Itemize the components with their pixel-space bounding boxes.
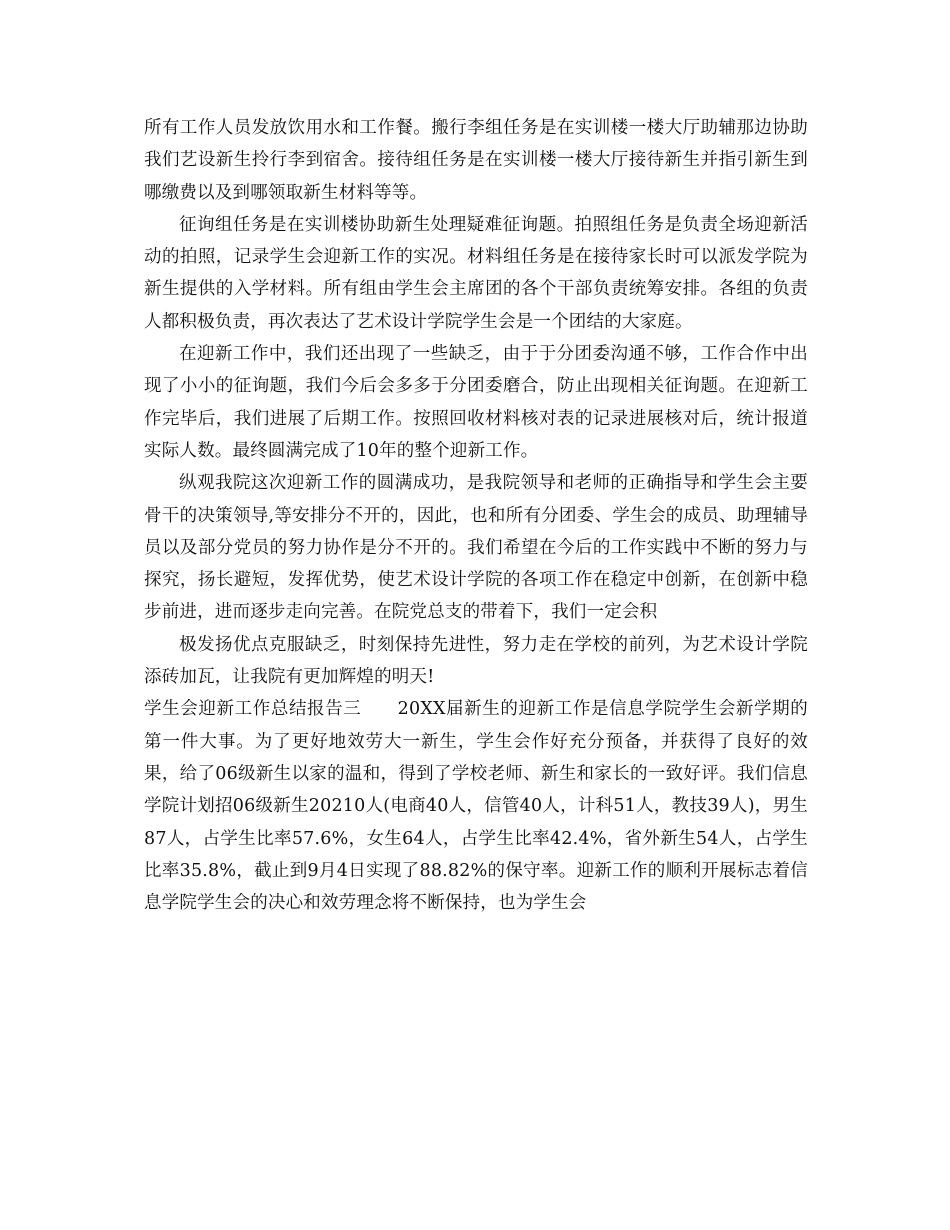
paragraph-6: 学生会迎新工作总结报告三 20XX届新生的迎新工作是信息学院学生会新学期的第一件大事。为了更好地效劳大一新生，学生会作好充分预备，并获得了良好的效果，给了06级新生以家的温和，得到了学校老师、新生和家长的一致好评。我们信息学院计划招06级新生20210人(电商40人，信管40人，计科51人，教技39人)，男生87人，占学生比率57.6%，女生64人，占学生比率42.4%，省外新生54人，占学生比率35.8%，截止到9月4日实现了88.82%的保守率。迎新工作的顺利开展标志着信息学院学生会的决心和效劳理念将不断保持，也为学生会 (144, 699, 808, 914)
paragraph-4: 纵观我院这次迎新工作的圆满成功，是我院领导和老师的正确指导和学生会主要骨干的决策领导,等安排分不开的，因此，也和所有分团委、学生会的成员、助理辅导员以及部分党员的努力协作是分不开的。我们希望在今后的工作实践中不断的努力与探究，扬长避短，发挥优势，使艺术设计学院的各项工作在稳定中创新，在创新中稳步前进，进而逐步走向完善。在院党总支的带着下，我们一定会积 (144, 473, 808, 623)
paragraph-2: 征询组任务是在实训楼协助新生处理疑难征询题。拍照组任务是负责全场迎新活动的拍照，记录学生会迎新工作的实况。材料组任务是在接待家长时可以派发学院为新生提供的入学材料。所有组由学生会主席团的各个干部负责统筹安排。各组的负责人都积极负责，再次表达了艺术设计学院学生会是一个团结的大家庭。 (144, 214, 808, 332)
document-body (144, 112, 808, 919)
paragraph-5: 极发扬优点克服缺乏，时刻保持先进性，努力走在学校的前列，为艺术设计学院添砖加瓦，让我院有更加辉煌的明天! (144, 634, 808, 688)
paragraph-3: 在迎新工作中，我们还出现了一些缺乏，由于于分团委沟通不够，工作合作中出现了小小的征询题，我们今后会多多于分团委磨合，防止出现相关征询题。在迎新工作完毕后，我们进展了后期工作。按照回收材料核对表的记录进展核对后，统计报道实际人数。最终圆满完成了10年的整个迎新工作。 (144, 344, 808, 461)
paragraph-1: 所有工作人员发放饮用水和工作餐。搬行李组任务是在实训楼一楼大厅助辅那边协助我们艺设新生拎行李到宿舍。接待组任务是在实训楼一楼大厅接待新生并指引新生到哪缴费以及到哪领取新生材料等等。 (144, 118, 808, 203)
